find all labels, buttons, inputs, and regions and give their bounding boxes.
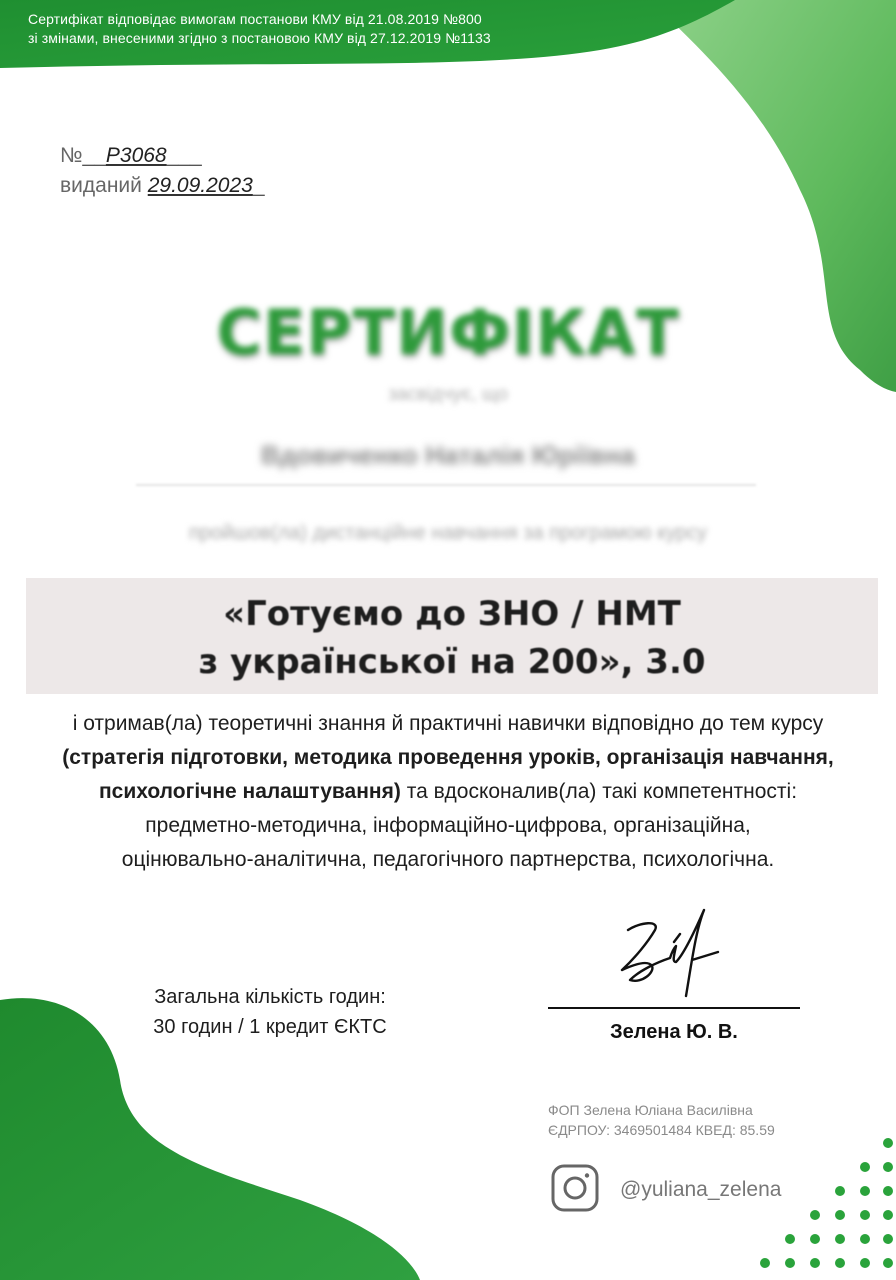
- number-label: №: [60, 144, 83, 167]
- certificate-title: СЕРТИФІКАТ: [216, 296, 680, 369]
- recipient-underline: [136, 484, 756, 486]
- signature: [600, 900, 730, 1000]
- recipient-name: Вдовиченко Наталія Юріївна: [260, 440, 636, 470]
- fop-codes: ЄДРПОУ: 3469501484 КВЕД: 85.59: [548, 1122, 775, 1138]
- course-name-box: [26, 578, 878, 694]
- issued-date: 29.09.2023: [147, 174, 253, 197]
- body-line5: оцінювально-аналітична, педагогічного партнерства, психологічна.: [121, 848, 775, 871]
- fop-info: [548, 1100, 775, 1140]
- dot-pattern: [760, 1138, 893, 1268]
- signer-name: Зелена Ю. В.: [610, 1021, 738, 1043]
- hours-label: Загальна кількість годин:: [154, 986, 386, 1008]
- total-hours: [100, 982, 440, 1042]
- course-name-line1: «Готуємо до ЗНО / НМТ: [223, 594, 681, 634]
- regulation-note: [28, 10, 648, 48]
- body-line3-bold: психологічне налаштування): [98, 780, 401, 803]
- course-name-line2: з української на 200», 3.0: [198, 642, 706, 682]
- certificate-subtitle: засвідчує, що: [388, 384, 508, 405]
- course-intro: пройшов(ла) дистанційне навчання за програмою курсу: [188, 522, 708, 544]
- regulation-note-line2: зі змінами, внесеними згідно з постановою КМУ від 27.12.2019 №1133: [28, 30, 491, 46]
- hours-value: 30 годин / 1 кредит ЄКТС: [153, 1016, 387, 1038]
- fop-name: ФОП Зелена Юліана Василівна: [548, 1102, 753, 1118]
- issued-label: виданий: [60, 174, 142, 197]
- body-line1: і отримав(ла) теоретичні знання й практичні навички відповідно до тем курсу: [72, 712, 824, 735]
- regulation-note-line1: Сертифікат відповідає вимогам постанови КМУ від 21.08.2019 №800: [28, 11, 482, 27]
- body-line3: та вдосконалив(ла) такі компетентності:: [400, 780, 798, 803]
- instagram-handle[interactable]: @yuliana_zelena: [620, 1178, 782, 1201]
- body-line4: предметно-методична, інформаційно-цифрова, організаційна,: [145, 814, 751, 837]
- instagram-icon: [550, 1163, 600, 1213]
- certificate-number: Р3068: [105, 144, 167, 167]
- certificate-body: [0, 707, 896, 877]
- body-line2: (стратегія підготовки, методика проведення уроків, організація навчання,: [62, 746, 834, 769]
- signature-line: [548, 1007, 800, 1009]
- certificate-number-block: №__Р3068___ виданий 29.09.2023_: [60, 144, 265, 197]
